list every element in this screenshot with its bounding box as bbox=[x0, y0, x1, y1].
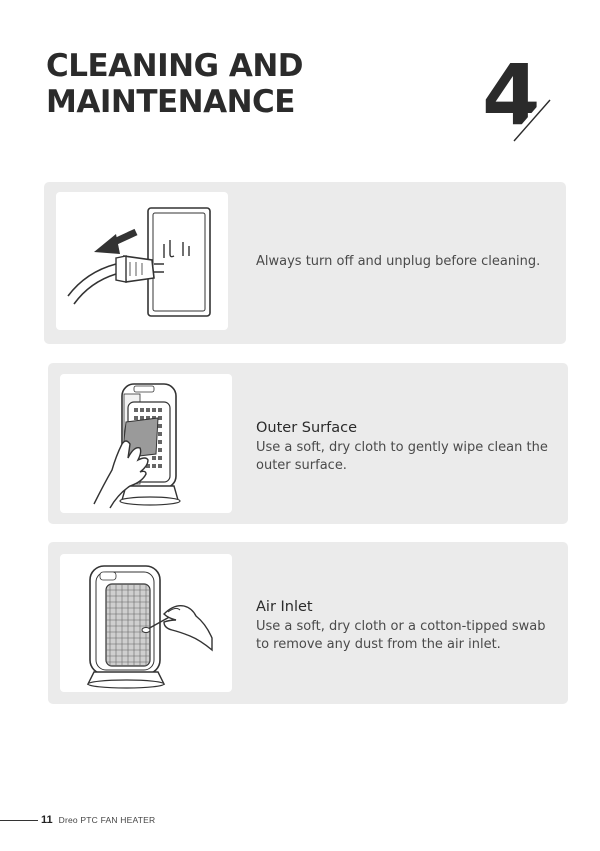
cleaning-step-heading: Air Inlet bbox=[256, 599, 313, 615]
section-number-graphic bbox=[480, 48, 560, 148]
unplug-illustration bbox=[56, 192, 228, 330]
clean-inlet-icon bbox=[60, 554, 232, 692]
wipe-surface-illustration bbox=[60, 374, 232, 513]
wipe-surface-icon bbox=[60, 374, 232, 513]
cleaning-step-body: Use a soft, dry cloth to gently wipe clean the outer surface. bbox=[256, 440, 548, 473]
page-footer bbox=[0, 812, 155, 828]
page-number: 11 bbox=[41, 814, 53, 826]
cleaning-step-outer-surface bbox=[48, 363, 568, 524]
cleaning-step-heading: Outer Surface bbox=[256, 420, 358, 436]
cleaning-step-body: Always turn off and unplug before cleaning. bbox=[256, 254, 541, 269]
cleaning-step-body: Use a soft, dry cloth or a cotton-tipped swab to remove any dust from the air inlet. bbox=[256, 619, 546, 652]
page-title bbox=[46, 48, 303, 120]
footer-rule bbox=[0, 820, 38, 821]
section-number bbox=[480, 48, 560, 148]
section-number-text: 4 bbox=[482, 48, 541, 144]
product-name: Dreo PTC FAN HEATER bbox=[58, 815, 156, 825]
cleaning-step-air-inlet-text bbox=[256, 598, 556, 654]
cleaning-step-air-inlet bbox=[48, 542, 568, 704]
cleaning-step-unplug-text bbox=[256, 253, 556, 271]
clean-inlet-illustration bbox=[60, 554, 232, 692]
cleaning-step-unplug bbox=[44, 182, 566, 344]
unplug-icon bbox=[56, 192, 228, 330]
cleaning-step-outer-surface-text bbox=[256, 419, 556, 475]
page-title-line-2: MAINTENANCE bbox=[46, 84, 295, 120]
page-title-line-1: CLEANING AND bbox=[46, 48, 304, 84]
